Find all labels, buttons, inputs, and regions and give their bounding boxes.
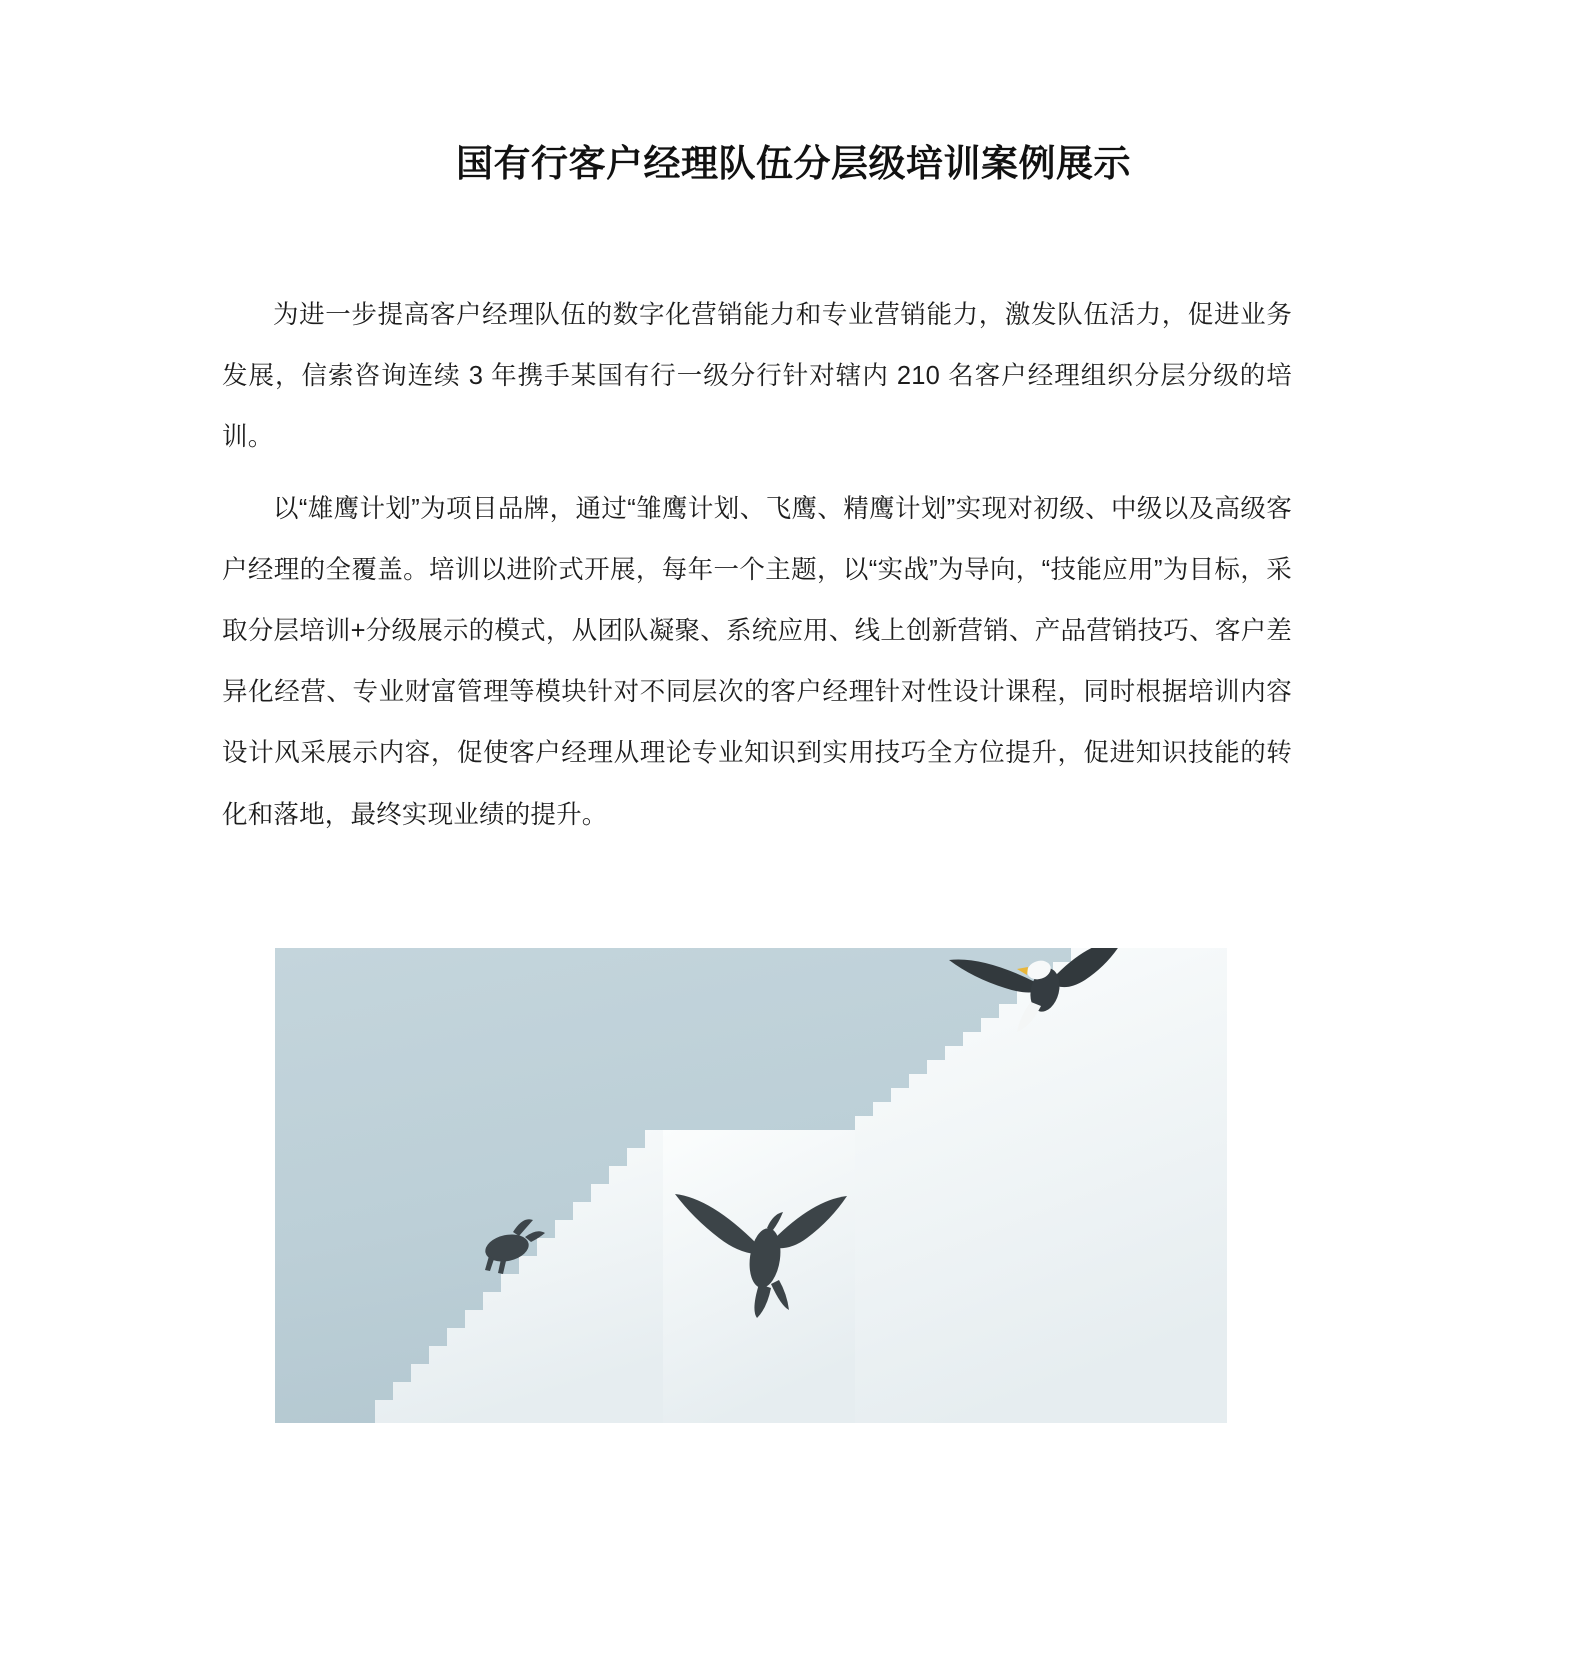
document-body — [222, 285, 1292, 856]
paragraph-2: 以“雄鹰计划”为项目品牌，通过“雏鹰计划、飞鹰、精鹰计划”实现对初级、中级以及高级客户经理的全覆盖。培训以进阶式开展，每年一个主题，以“实战”为导向，“技能应用”为目标，采取分层培训+分级展示的模式，从团队凝聚、系统应用、线上创新营销、产品营销技巧、客户差异化经营、专业财富管理等模块针对不同层次的客户经理针对性设计课程，同时根据培训内容设计风采展示内容，促使客户经理从理论专业知识到实用技巧全方位提升，促进知识技能的转化和落地，最终实现业绩的提升。 — [222, 494, 1292, 829]
paragraph-1: 为进一步提高客户经理队伍的数字化营销能力和专业营销能力，激发队伍活力，促进业务发展，信索咨询连续 3 年携手某国有行一级分行针对辖内 210 名客户经理组织分层分级的培训。 — [222, 301, 1292, 452]
page-title: 国有行客户经理队伍分层级培训案例展示 — [456, 143, 1131, 184]
eagles-on-stairs-photo — [275, 948, 1227, 1423]
